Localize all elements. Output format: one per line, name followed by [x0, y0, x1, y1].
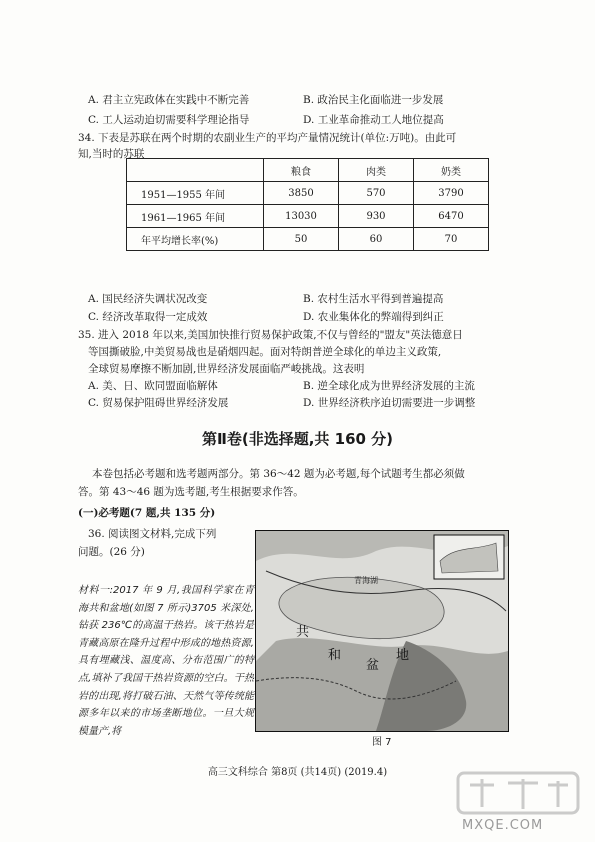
required-section-label: (一)必考题(7 题,共 135 分) [78, 507, 216, 519]
table-cell: 70 [414, 228, 489, 251]
map-label-basin-pen: 盆 [366, 658, 380, 673]
table-row-label: 1951—1955 年间 [127, 182, 264, 205]
table-header-cell: 肉类 [339, 159, 414, 182]
q35-option-c: C. 贸易保护阻碍世界经济发展 [88, 397, 229, 409]
map-caption: 图 7 [372, 737, 392, 748]
table-header-cell: 奶类 [414, 159, 489, 182]
watermark-glyphs [470, 779, 568, 809]
q33-option-a: A. 君主立宪政体在实践中不断完善 [88, 94, 250, 106]
q35-option-d: D. 世界经济秩序迫切需要进一步调整 [303, 397, 476, 409]
table-header-cell: 粮食 [264, 159, 339, 182]
table-cell: 13030 [264, 205, 339, 228]
map-label-qinghai-lake: 青海湖 [354, 576, 378, 585]
table-row [127, 205, 489, 228]
map-label-he: 和 [328, 648, 342, 663]
map-label-gong: 共 [296, 625, 310, 640]
q36-material: 材料一:2017 年 9 月,我国科学家在青海共和盆地(如图 7 所示)3705 米深处,钻获 236℃的高温干热岩。该干热岩是青藏高原在隆升过程中形成的地热资源,具有埋藏浅、温度高、分布范围广的特点,填补了我国干热岩资源的空白。干热岩的出现,将打破石油、天然气等传统能源多年以来的市场垄断地位。一旦大规模量产,将 [78, 585, 254, 737]
table-cell: 570 [339, 182, 414, 205]
q34-option-c: C. 经济改革取得一定成效 [88, 311, 208, 323]
q36-line2: 问题。(26 分) [78, 546, 145, 558]
table-cell: 930 [339, 205, 414, 228]
table-cell: 3850 [264, 182, 339, 205]
q34-option-a: A. 国民经济失调状况改变 [88, 293, 208, 305]
page-footer: 高三文科综合 第8页 (共14页) (2019.4) [207, 767, 388, 778]
q33-option-d: D. 工业革命推动工人地位提高 [303, 114, 444, 126]
table-header-row [127, 159, 489, 182]
section-intro-line2: 答。第 43～46 题为选考题,考生根据要求作答。 [78, 486, 304, 498]
map-graphic [256, 531, 508, 731]
q36-line1: 36. 阅读图文材料,完成下列 [88, 528, 217, 540]
table-cell: 3790 [414, 182, 489, 205]
table-row-label: 1961—1965 年间 [127, 205, 264, 228]
section-title: 第Ⅱ卷(非选择题,共 160 分) [201, 430, 394, 448]
table-header-cell [127, 159, 264, 182]
table-cell: 6470 [414, 205, 489, 228]
section-intro-line1: 本卷包括必考题和选考题两部分。第 36～42 题为必考题,每个试题考生都必须做 [92, 468, 465, 480]
watermark-frame [458, 773, 578, 813]
q35-stem-line1: 35. 进入 2018 年以来,美国加快推行贸易保护政策,不仅与曾经的"盟友"英法德意日 [78, 329, 463, 341]
q35-stem-line3: 全球贸易摩擦不断加剧,世界经济发展面临严峻挑战。这表明 [88, 363, 365, 375]
q33-option-b: B. 政治民主化面临进一步发展 [303, 94, 444, 106]
watermark-text: MXQE.COM [462, 818, 544, 833]
table-row [127, 182, 489, 205]
table-row [127, 228, 489, 251]
q34-stem-line2: 知,当时的苏联 [78, 148, 145, 160]
table-cell: 60 [339, 228, 414, 251]
q35-option-a: A. 美、日、欧同盟面临解体 [88, 380, 218, 392]
q34-stem-line1: 34. 下表是苏联在两个时期的农副业生产的平均产量情况统计(单位:万吨)。由此可 [78, 132, 457, 144]
basin-map-figure [255, 530, 509, 732]
map-label-basin-di: 地 [396, 648, 410, 663]
q35-stem-line2: 等国撕破脸,中美贸易战也是硝烟四起。面对特朗普逆全球化的单边主义政策, [88, 346, 442, 358]
q34-table [126, 158, 489, 251]
q34-option-b: B. 农村生活水平得到普遍提高 [303, 293, 444, 305]
table-row-label: 年平均增长率(%) [127, 228, 264, 251]
table-cell: 50 [264, 228, 339, 251]
q35-option-b: B. 逆全球化成为世界经济发展的主流 [303, 380, 475, 392]
q33-option-c: C. 工人运动迫切需要科学理论指导 [88, 114, 250, 126]
q34-option-d: D. 农业集体化的弊端得到纠正 [303, 311, 444, 323]
